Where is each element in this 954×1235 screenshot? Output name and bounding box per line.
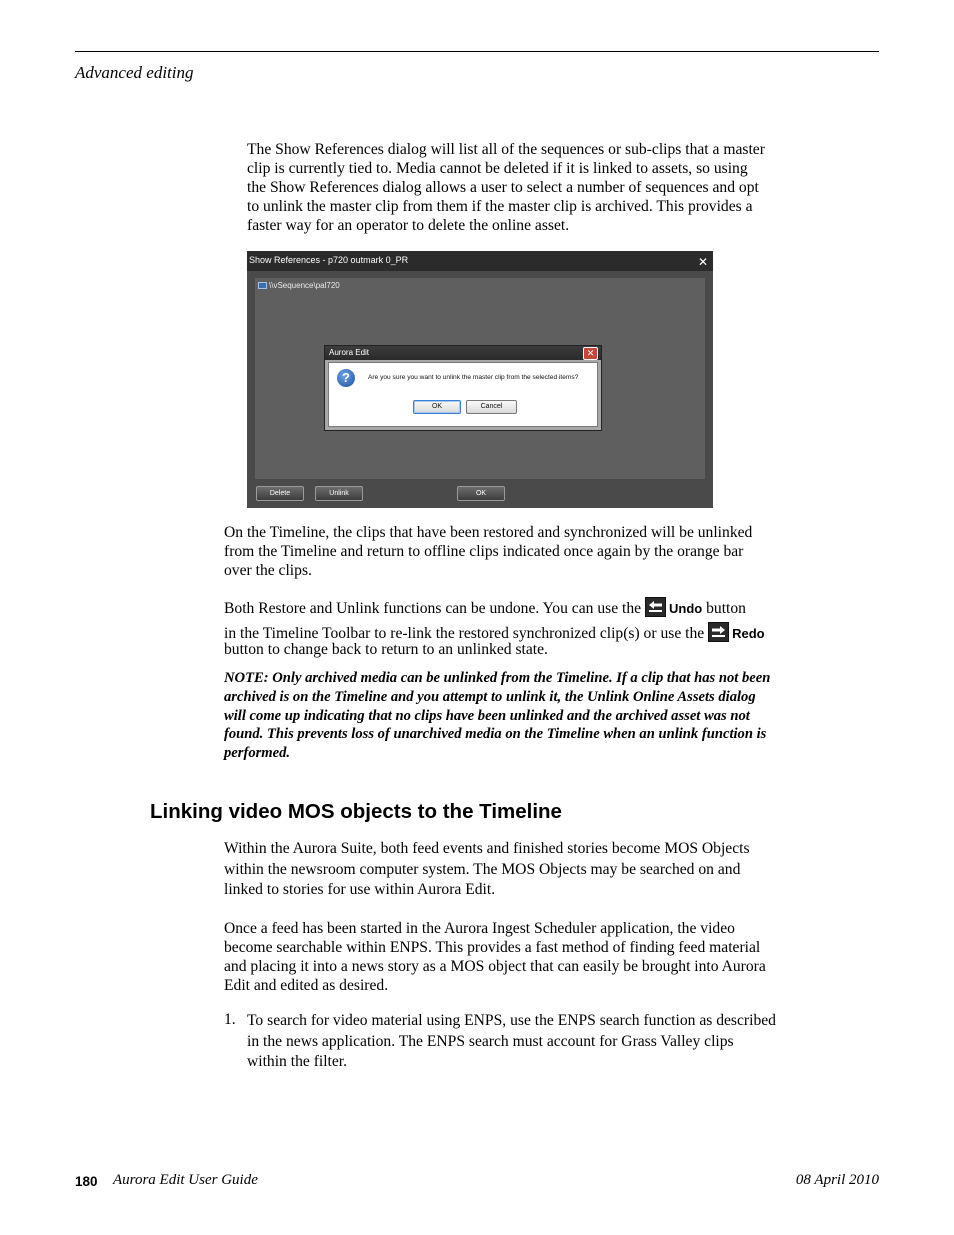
list-item[interactable] bbox=[258, 281, 340, 290]
unlink-button[interactable]: Unlink bbox=[315, 486, 363, 501]
text-run: Both Restore and Unlink functions can be undone. You can use the bbox=[224, 600, 642, 617]
text-line bbox=[224, 597, 824, 622]
list-item-label: \\vSequence\pal720 bbox=[269, 281, 340, 290]
text-line bbox=[224, 622, 824, 641]
text-line: over the clips. bbox=[224, 561, 312, 579]
text-line: within the filter. bbox=[247, 1053, 348, 1070]
dialog-message: Are you sure you want to unlink the master clip from the selected items? bbox=[368, 374, 579, 381]
text-line: become searchable within ENPS. This provides a fast method of finding feed material bbox=[224, 938, 761, 956]
question-icon: ? bbox=[337, 369, 355, 387]
text-line: On the Timeline, the clips that have been restored and synchronized will be unlinked bbox=[224, 524, 753, 541]
timeline-paragraph bbox=[224, 524, 814, 581]
text-line: Edit and edited as desired. bbox=[224, 976, 389, 994]
window-title: Show References - p720 outmark 0_PR bbox=[249, 255, 409, 265]
delete-button[interactable]: Delete bbox=[256, 486, 304, 501]
section-title: Advanced editing bbox=[75, 63, 194, 82]
header-rule bbox=[75, 51, 879, 52]
text-line: found. This prevents loss of unarchived media on the Timeline when an unlink function is bbox=[224, 726, 767, 743]
mos-paragraph-2 bbox=[224, 920, 814, 996]
dialog-title: Aurora Edit bbox=[329, 348, 370, 357]
redo-button-label: Redo bbox=[732, 626, 765, 641]
sequence-icon bbox=[258, 282, 267, 289]
text-line: in the news application. The ENPS search must account for Grass Valley clips bbox=[247, 1032, 734, 1050]
text-line: button to change back to return to an unlinked state. bbox=[224, 641, 548, 658]
text-line: the Show References dialog allows a user to select a number of sequences and opt bbox=[247, 178, 759, 196]
text-line: clip is currently tied to. Media cannot be deleted if it is linked to assets, so using bbox=[247, 159, 748, 177]
footer-date: 08 April 2010 bbox=[795, 1172, 879, 1188]
redo-icon bbox=[708, 622, 729, 642]
text-line: performed. bbox=[224, 745, 291, 762]
text-line: within the newsroom computer system. The MOS Objects may be searched on and bbox=[224, 860, 741, 878]
text-run: in the Timeline Toolbar to re-link the restored synchronized clip(s) or use the bbox=[224, 625, 705, 642]
section-heading: Linking video MOS objects to the Timeline bbox=[150, 800, 562, 823]
text-line: NOTE: Only archived media can be unlinked from the Timeline. If a clip that has not been bbox=[224, 670, 771, 686]
text-line: Once a feed has been started in the Aurora Ingest Scheduler application, the video bbox=[224, 920, 735, 937]
text-line: linked to stories for use within Aurora Edit. bbox=[224, 881, 496, 898]
dialog-cancel-button[interactable]: Cancel bbox=[466, 400, 517, 414]
dialog-close-icon[interactable]: ✕ bbox=[583, 347, 598, 360]
confirm-dialog bbox=[324, 345, 602, 431]
text-line: will come up indicating that no clips have been unlinked and the archived asset was not bbox=[224, 707, 750, 724]
window-title-bar bbox=[247, 251, 713, 271]
guide-title: Aurora Edit User Guide bbox=[113, 1172, 258, 1188]
text-run: button bbox=[706, 600, 746, 617]
mos-paragraph-1 bbox=[224, 839, 814, 901]
text-line: and placing it into a news story as a MOS object that can easily be brought into Aurora bbox=[224, 957, 766, 975]
note-block bbox=[224, 669, 809, 763]
intro-paragraph bbox=[247, 141, 817, 236]
text-line: faster way for an operator to delete the online asset. bbox=[247, 216, 570, 234]
close-icon[interactable]: ✕ bbox=[698, 255, 709, 269]
undo-redo-paragraph bbox=[224, 597, 824, 660]
step-1-text bbox=[247, 1011, 817, 1073]
dialog-title-bar bbox=[325, 346, 601, 360]
text-line: To search for video material using ENPS, use the ENPS search function as described bbox=[247, 1012, 776, 1029]
text-line: archived is on the Timeline and you attempt to unlink it, the Unlink Online Assets dialog bbox=[224, 688, 756, 705]
undo-button-label: Undo bbox=[668, 601, 703, 616]
text-line: The Show References dialog will list all of the sequences or sub-clips that a master bbox=[247, 141, 765, 158]
ok-button[interactable]: OK bbox=[457, 486, 505, 501]
dialog-body bbox=[328, 362, 598, 427]
show-references-screenshot bbox=[247, 251, 713, 508]
text-line: Within the Aurora Suite, both feed events and finished stories become MOS Objects bbox=[224, 840, 750, 857]
dialog-ok-button[interactable]: OK bbox=[413, 400, 461, 414]
page-number: 180 bbox=[75, 1174, 98, 1189]
undo-icon bbox=[645, 597, 666, 617]
step-number: 1. bbox=[224, 1011, 236, 1028]
text-line: to unlink the master clip from them if the master clip is archived. This provides a bbox=[247, 197, 753, 215]
text-line: from the Timeline and return to offline clips indicated once again by the orange bar bbox=[224, 542, 744, 560]
